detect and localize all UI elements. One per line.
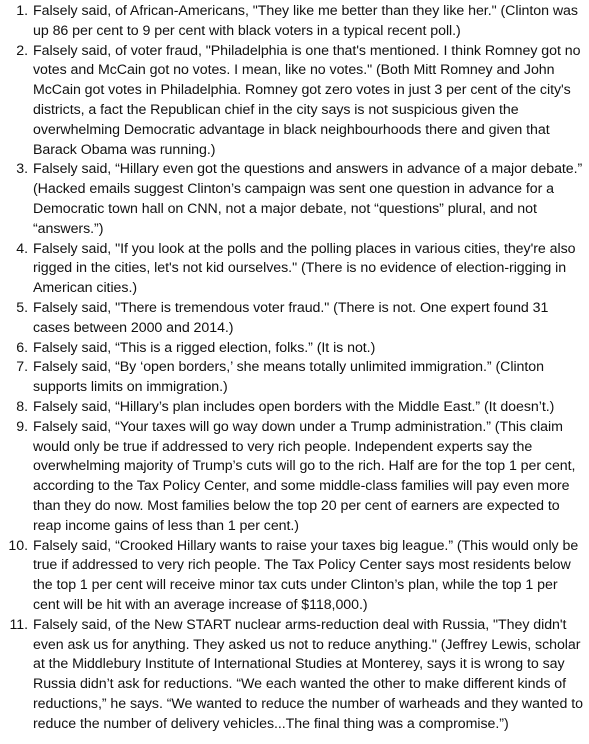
falsehoods-list	[4, 2, 583, 734]
list-item	[4, 299, 583, 339]
item-text: Falsely said, “Crooked Hillary wants to raise your taxes big league.” (This would only be true if addressed to very rich people. The Tax Policy Center says most residents below the top 1 per cent will receive minor tax cuts under Clinton’s plan, while the top 1 per cent will be hit with an average increase of $118,000.)	[33, 537, 579, 613]
item-number: 1.	[16, 3, 28, 19]
item-text: Falsely said, of African-Americans, "They like me better than they like her." (Clinton was up 86 per cent to 9 per cent with black voters in a typical recent poll.)	[33, 3, 578, 39]
list-item	[4, 339, 583, 359]
item-text: Falsely said, "If you look at the polls and the polling places in various cities, they're also rigged in the cities, let's not kid ourselves." (There is no evidence of election-rigging in American cities.)	[33, 240, 576, 297]
item-number: 2.	[16, 42, 28, 59]
item-text: Falsely said, “Hillary’s plan includes open borders with the Middle East.” (It doesn’t.)	[33, 398, 555, 415]
item-number: 3.	[16, 161, 28, 178]
item-text: Falsely said, “Your taxes will go way down under a Trump administration.” (This claim would only be true if addressed to very rich people. Independent experts say the overwhelming majority of Trump’s cuts will go to the rich. Half are for the top 1 per cent, according to the Tax Policy Center, and some middle-class families will pay even more than they do now. Most families below the top 20 per cent of earners are expected to reap income gains of less than 1 per cent.)	[33, 418, 576, 534]
item-number: 11.	[9, 616, 28, 633]
item-number: 4.	[16, 240, 28, 257]
list-item	[4, 358, 583, 398]
list-item	[4, 537, 583, 616]
item-text: Falsely said, “Hillary even got the questions and answers in advance of a major debate.” (Hacked emails suggest Clinton’s campaign was sent one question in advance for a Democratic town hall on CNN, not a major debate, not “questions” plural, and not “answers.”)	[33, 161, 583, 237]
list-item	[4, 616, 583, 735]
item-number: 7.	[16, 359, 28, 376]
item-number: 9.	[16, 418, 28, 435]
list-item	[4, 160, 583, 239]
item-number: 6.	[16, 339, 28, 356]
item-text: Falsely said, “This is a rigged election, folks.” (It is not.)	[33, 339, 376, 356]
list-item	[4, 398, 583, 418]
item-number: 10.	[8, 537, 28, 554]
list-item	[4, 42, 583, 161]
item-number: 8.	[16, 398, 28, 415]
list-item	[4, 2, 583, 42]
item-number: 5.	[16, 299, 28, 316]
item-text: Falsely said, of voter fraud, "Philadelphia is one that's mentioned. I think Romney got no votes and McCain got no votes. I mean, like no votes." (Both Mitt Romney and John McCain got votes in Philadelphia. Romney got zero votes in just 3 per cent of the city's districts, a fact the Republican chief in the city says is not suspicious given the overwhelming Democratic advantage in black neighbourhoods there and given that Barack Obama was running.)	[33, 42, 581, 158]
item-text: Falsely said, of the New START nuclear arms-reduction deal with Russia, "They didn't even ask us for anything. They asked us not to reduce anything." (Jeffrey Lewis, scholar at the Middlebury Institute of International Studies at Monterey, says it is wrong to say Russia didn’t ask for reductions. “We each wanted the other to make different kinds of reductions,” he says. “We wanted to reduce the number of warheads and they wanted to reduce the number of delivery vehicles...The final thing was a compromise.”)	[33, 616, 583, 732]
item-text: Falsely said, “By ‘open borders,’ she means totally unlimited immigration.” (Clinton supports limits on immigration.)	[33, 359, 544, 396]
list-item	[4, 240, 583, 299]
item-text: Falsely said, "There is tremendous voter fraud." (There is not. One expert found 31 cases between 2000 and 2014.)	[33, 299, 549, 336]
list-item	[4, 418, 583, 537]
